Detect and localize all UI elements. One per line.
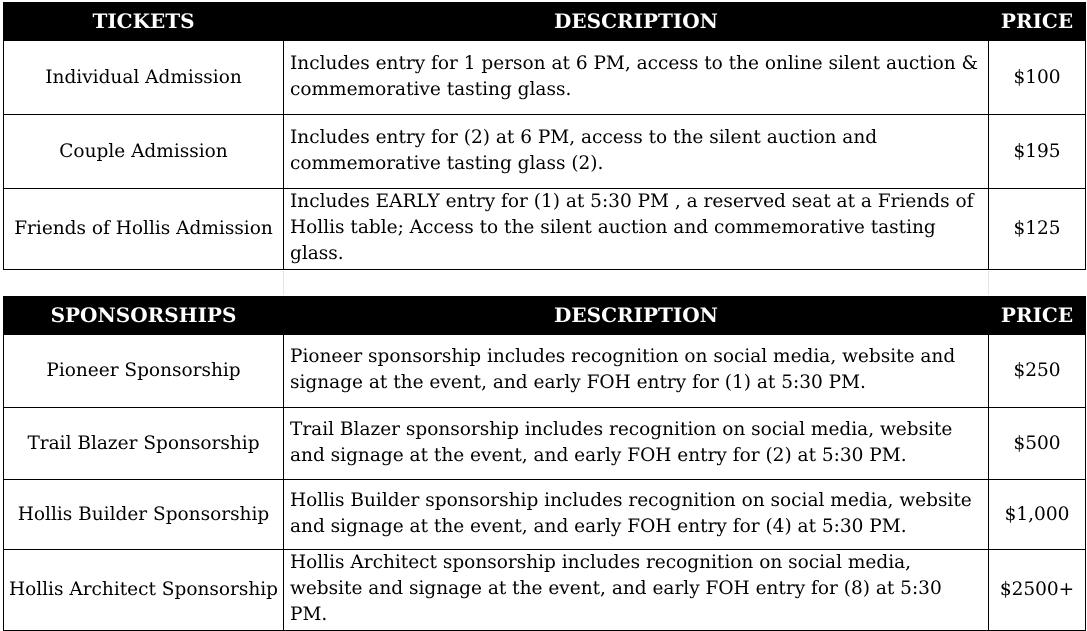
ticket-name: Individual Admission (4, 41, 284, 115)
ticket-price: $195 (989, 115, 1086, 189)
sponsorship-price: $500 (989, 408, 1086, 480)
ticket-description: Includes EARLY entry for (1) at 5:30 PM , a reserved seat at a Friends of Hollis table; Access to the silent auction and commemorative tasting glass. (284, 189, 989, 270)
sponsorship-name: Hollis Builder Sponsorship (4, 480, 284, 550)
table-row (4, 550, 1086, 631)
section-spacer (283, 271, 989, 295)
tickets-header-row (4, 2, 1086, 41)
sponsorships-header-price: PRICE (989, 296, 1086, 335)
sponsorship-description: Trail Blazer sponsorship includes recognition on social media, website and signage at the event, and early FOH entry for (2) at 5:30 PM. (284, 408, 989, 480)
sponsorship-description: Hollis Builder sponsorship includes recognition on social media, website and signage at the event, and early FOH entry for (4) at 5:30 PM. (284, 480, 989, 550)
ticket-description: Includes entry for (2) at 6 PM, access to the silent auction and commemorative tasting glass (2). (284, 115, 989, 189)
table-row (4, 115, 1086, 189)
table-row (4, 335, 1086, 408)
tickets-table (3, 2, 1086, 270)
tickets-header-name: TICKETS (4, 2, 284, 41)
sponsorship-description: Hollis Architect sponsorship includes recognition on social media, website and signage at the event, and early FOH entry for (8) at 5:30 PM. (284, 550, 989, 631)
sponsorship-name: Hollis Architect Sponsorship (4, 550, 284, 631)
sponsorship-price: $250 (989, 335, 1086, 408)
sponsorship-name: Trail Blazer Sponsorship (4, 408, 284, 480)
sponsorships-header-description: DESCRIPTION (284, 296, 989, 335)
ticket-price: $100 (989, 41, 1086, 115)
tickets-header-description: DESCRIPTION (284, 2, 989, 41)
ticket-name: Couple Admission (4, 115, 284, 189)
table-row (4, 408, 1086, 480)
table-row (4, 480, 1086, 550)
table-row (4, 41, 1086, 115)
sponsorship-price: $2500+ (989, 550, 1086, 631)
tickets-header-price: PRICE (989, 2, 1086, 41)
ticket-price: $125 (989, 189, 1086, 270)
sponsorship-name: Pioneer Sponsorship (4, 335, 284, 408)
ticket-description: Includes entry for 1 person at 6 PM, access to the online silent auction & commemorative tasting glass. (284, 41, 989, 115)
sponsorship-price: $1,000 (989, 480, 1086, 550)
sponsorships-header-row (4, 296, 1086, 335)
sponsorships-table (3, 296, 1086, 631)
sponsorship-description: Pioneer sponsorship includes recognition on social media, website and signage at the event, and early FOH entry for (1) at 5:30 PM. (284, 335, 989, 408)
sponsorships-header-name: SPONSORSHIPS (4, 296, 284, 335)
ticket-name: Friends of Hollis Admission (4, 189, 284, 270)
table-row (4, 189, 1086, 270)
